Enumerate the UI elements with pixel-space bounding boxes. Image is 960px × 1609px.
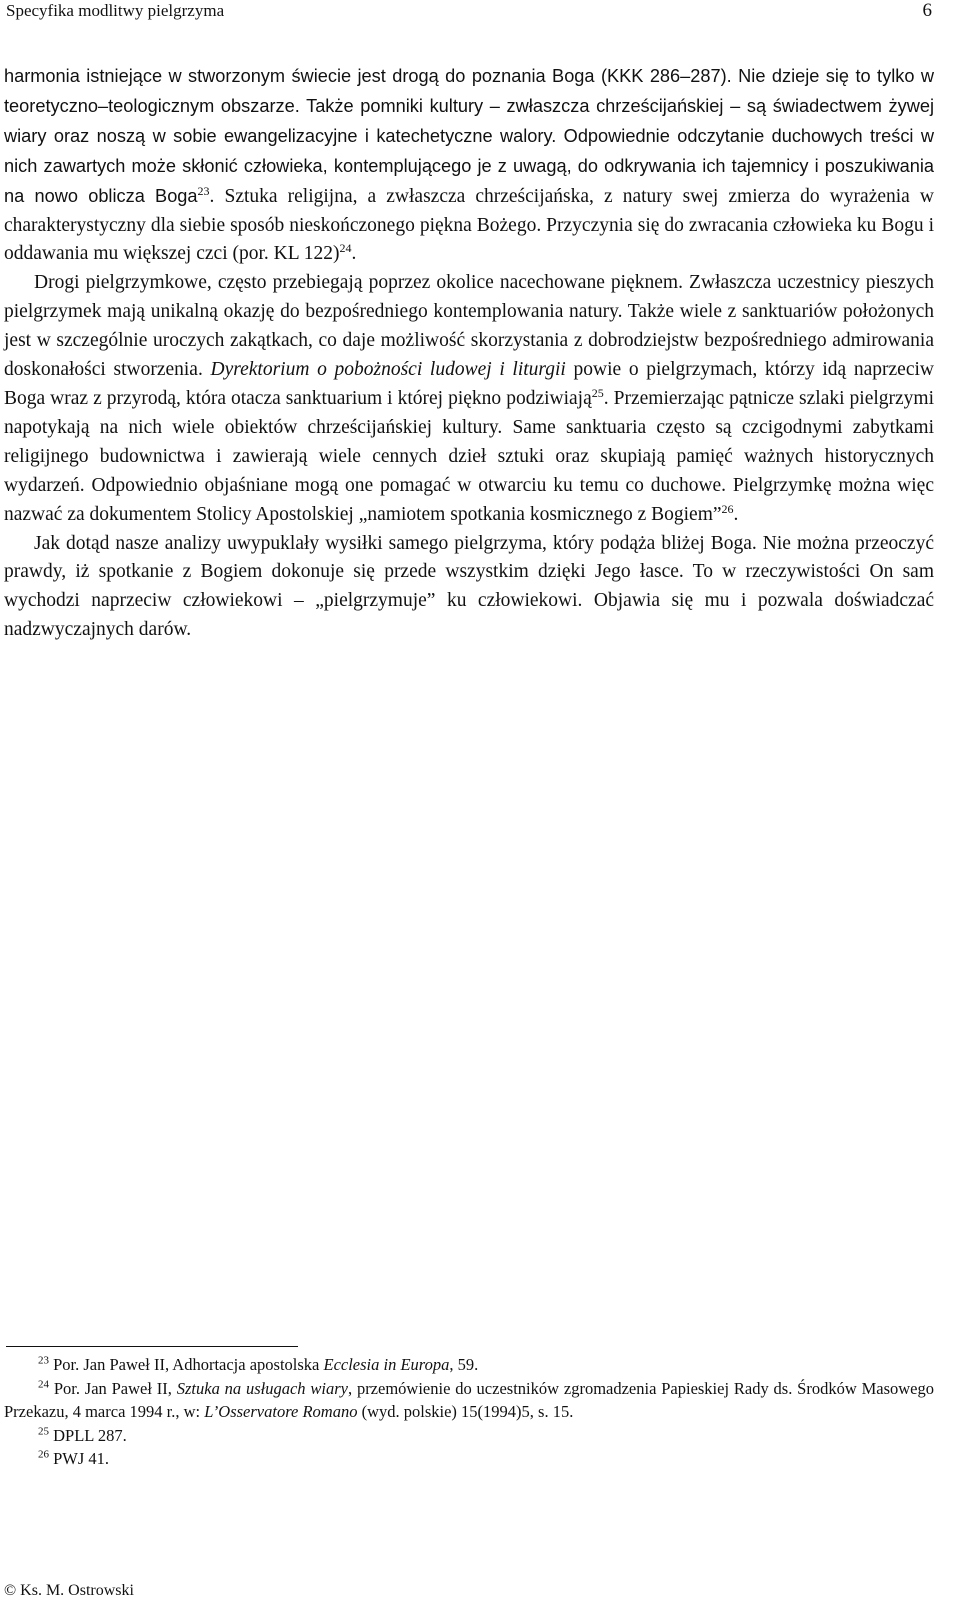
footnote-number: 23 (38, 1354, 49, 1367)
footnote-text: , 59. (449, 1355, 479, 1374)
footnote-text: PWJ 41. (49, 1449, 110, 1468)
footnote-number: 24 (38, 1377, 49, 1390)
paragraph-2-text-a: Drogi pielgrzymkowe, często przebiegają poprzez okolice nacechowane pięknem. Zwłaszcza uczestnicy pieszych pielgrzymek mają unikalną okazję do bezpośredniego kontemplowania natury. Także wiele z sanktuariów położonych jest w szczególnie uroczych zakątkach, co daje możliwość skorzystania z dobrodziejstw bezpośredniego admirowania doskonałości stworzenia. (4, 272, 934, 381)
paragraph-2-text-b: powie o pielgrzymach, którzy idą naprzeciw Boga wraz z przyrodą, która otacza sanktuarium i której piękno podziwiają (4, 359, 934, 409)
footnote-separator (6, 1346, 298, 1347)
paragraph-3: Jak dotąd nasze analizy uwypuklały wysiłki samego pielgrzyma, który podąża bliżej Boga. Nie można przeoczyć prawdy, iż spotkanie z Bogiem dokonuje się przede wszystkim dzięki Jego łasce. To w rzeczywistości On sam wychodzi naprzeciw człowiekowi – „pielgrzymuje” ku człowiekowi. Objawia się mu i pozwala doświadczać nadzwyczajnych darów. (4, 532, 934, 641)
document-title-dyrektorium: Dyrektorium o pobożności ludowej i liturgii (210, 359, 566, 381)
paragraph-1-text-a: harmonia istniejące w stworzonym świecie jest drogą do poznania Boga (KKK 286–287). Nie dzieje się to tylko w teoretyczno–teologicznym obszarze. Także pomniki kultury – zwłaszcza chrześcijańskiej – są świadectwem żywej wiary oraz noszą w sobie ewangelizacyjne i katechetyczne walory. Odpowiednie odczytanie duchowych treści w nich zawartych może skłonić człowieka, kontemplującego je z uwagą, do odkrywania ich tajemnicy i poszukiwania na nowo oblicza Boga (4, 66, 934, 206)
main-text (4, 62, 934, 645)
footnote-ref-25: 25 (591, 385, 604, 400)
footnotes (4, 1353, 934, 1471)
footnote-ref-24: 24 (339, 241, 352, 256)
footnote-23 (4, 1353, 934, 1377)
paragraph-1-text-c: . (351, 243, 357, 265)
footnote-ref-23: 23 (197, 183, 210, 198)
paragraph-1-text-b: . Sztuka religijna, a zwłaszcza chrześcijańska, z natury swej zmierza do wyrażenia w charakterystyczny dla siebie sposób nieskończonego piękna Bożego. Przyczynia się do zwracania człowieka ku Bogu i oddawania mu większej czci (por. KL 122) (4, 185, 934, 265)
paragraph-2-text-d: . (733, 503, 739, 525)
footnote-title: Sztuka na usługach wiary (176, 1378, 348, 1398)
page-number: 6 (922, 0, 932, 21)
footnote-text: DPLL 287. (49, 1425, 127, 1445)
page-footer: © Ks. M. Ostrowski (4, 1582, 134, 1599)
footnote-25 (4, 1424, 934, 1448)
page-header (0, 0, 960, 24)
footnote-24 (4, 1377, 934, 1424)
footnote-text: , przemówienie do uczestników zgromadzenia Papieskiej Rady ds. Środków Masowego Przekazu, 4 marca 1994 r., w: (4, 1378, 934, 1421)
paragraph-2 (4, 269, 934, 529)
footnote-title: L’Osservatore Romano (204, 1402, 358, 1421)
footnote-ref-26: 26 (721, 501, 734, 516)
footnote-number: 26 (38, 1448, 49, 1461)
footnote-text: Por. Jan Paweł II, Adhortacja apostolska (49, 1355, 324, 1374)
footnote-26 (4, 1447, 934, 1471)
paragraph-2-text-c: . Przemierzając pątnicze szlaki pielgrzymi napotykają na nich wiele obiektów chrześcijańskiej kultury. Same sanktuaria często są czcigodnymi zabytkami religijnego budownictwa i zawierają wiele cennych dzieł sztuki oraz skupiają pamięć ważnych historycznych wydarzeń. Odpowiednio objaśniane mogą one pomagać w otwarciu ku temu co duchowe. Pielgrzymkę można więc nazwać za dokumentem Stolicy Apostolskiej „namiotem spotkania kosmicznego z Bogiem” (4, 387, 934, 525)
footnote-text: (wyd. polskie) 15(1994)5, s. 15. (357, 1402, 574, 1421)
paragraph-1 (4, 62, 934, 269)
footnote-title: Ecclesia in Europa (323, 1355, 450, 1374)
footnote-text: Por. Jan Paweł II, (49, 1378, 177, 1398)
footnote-number: 25 (38, 1424, 49, 1437)
running-title: Specyfika modlitwy pielgrzyma (6, 1, 225, 20)
